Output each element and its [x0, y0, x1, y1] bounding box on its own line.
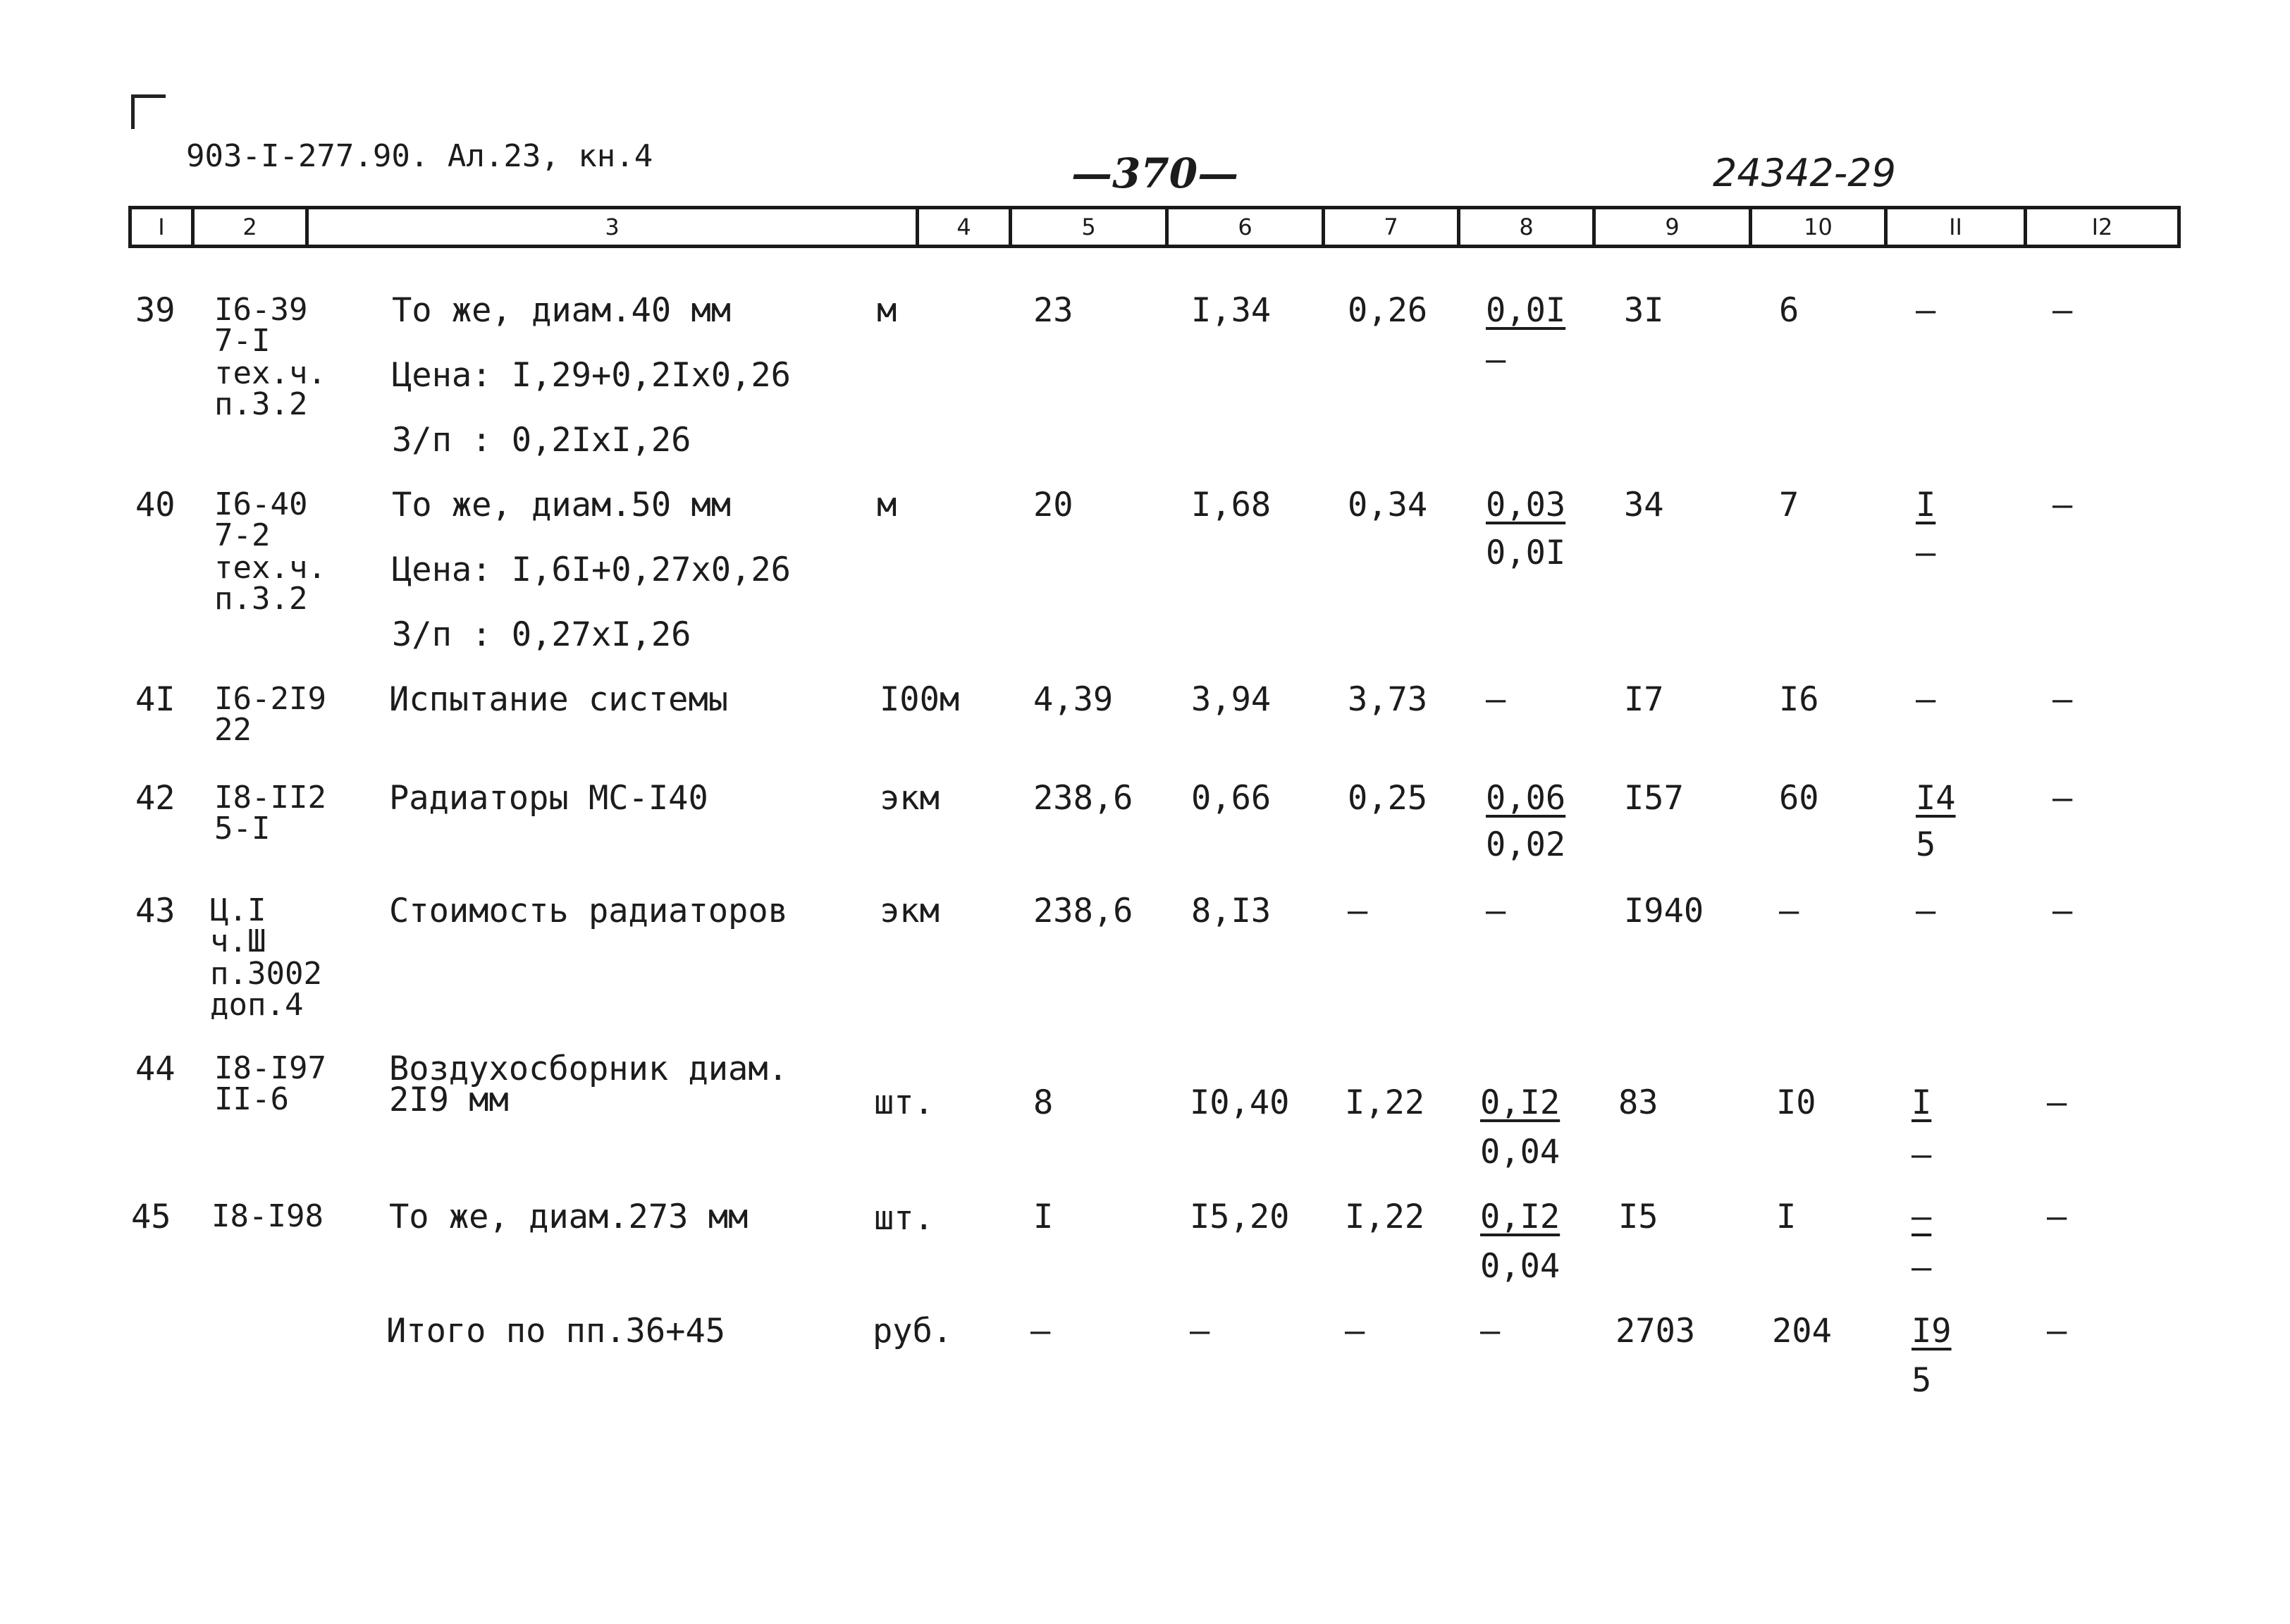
- cell-col11-bottom: –: [1916, 534, 1936, 572]
- cell-col8-top: 0,I2: [1480, 1198, 1560, 1236]
- work-description: Воздухосборник диам.: [389, 1050, 788, 1088]
- unit: экм: [880, 779, 940, 818]
- cell-col9: I7: [1624, 680, 1664, 719]
- cell-col10: 204: [1772, 1312, 1832, 1351]
- cell-col8-bottom: 0,02: [1486, 825, 1566, 864]
- unit: руб.: [873, 1312, 953, 1351]
- cell-col7: 3,73: [1348, 680, 1428, 719]
- norm-code: п.3002: [210, 956, 322, 992]
- norm-code: I8-I98: [211, 1198, 324, 1234]
- column-header: 6: [1165, 209, 1322, 245]
- page-number: —370—: [1071, 149, 1239, 197]
- column-header: 7: [1322, 209, 1457, 245]
- cell-col8-bottom: 0,04: [1480, 1247, 1560, 1286]
- column-header: 3: [305, 209, 916, 245]
- cell-col11-top: I: [1916, 486, 1936, 524]
- quantity: –: [1030, 1312, 1051, 1351]
- cell-col7: –: [1348, 892, 1368, 930]
- quantity: 20: [1033, 486, 1073, 524]
- cell-col12: –: [2047, 1198, 2067, 1236]
- work-description: З/п : 0,2IxI,26: [392, 421, 691, 460]
- cell-col9: I5: [1618, 1198, 1658, 1236]
- cell-col8: –: [1486, 680, 1506, 719]
- quantity: 238,6: [1033, 779, 1133, 818]
- cell-col8-top: 0,03: [1486, 486, 1566, 524]
- column-header: I2: [2024, 209, 2177, 245]
- cell-col8-bottom: –: [1486, 340, 1506, 379]
- column-header: I: [158, 214, 165, 240]
- row-number: 44: [135, 1050, 176, 1088]
- cell-col10: I6: [1779, 680, 1819, 719]
- cell-col9: I57: [1624, 779, 1684, 818]
- norm-code: 22: [214, 712, 252, 748]
- quantity: 4,39: [1033, 680, 1114, 719]
- quantity: 8: [1033, 1083, 1054, 1122]
- cell-col8-top: 0,06: [1486, 779, 1566, 818]
- row-number: 42: [135, 779, 176, 818]
- total-label: Итого по пп.36+45: [386, 1312, 726, 1351]
- norm-code: I8-I97: [214, 1050, 326, 1086]
- work-description: 2I9 мм: [389, 1081, 509, 1119]
- column-header: 4: [916, 209, 1009, 245]
- cell-col10: I: [1776, 1198, 1797, 1236]
- cell-col10: 7: [1779, 486, 1799, 524]
- cell-col6: 0,66: [1191, 779, 1272, 818]
- cell-col10: 6: [1779, 291, 1799, 330]
- cell-col8-top: 0,I2: [1480, 1083, 1560, 1122]
- cell-col11-top: I9: [1912, 1312, 1952, 1351]
- row-number: 4I: [135, 680, 176, 719]
- cell-col12: –: [2052, 291, 2073, 330]
- unit: экм: [880, 892, 940, 930]
- column-header-bar: [128, 206, 2181, 248]
- cell-col11-top: –: [1912, 1198, 1932, 1236]
- handwritten-code: 24342-29: [1713, 151, 1896, 195]
- column-header: 9: [1592, 209, 1749, 245]
- cell-col6: 3,94: [1191, 680, 1272, 719]
- cell-col9: 3I: [1624, 291, 1664, 330]
- unit: шт.: [874, 1083, 934, 1122]
- quantity: 23: [1033, 291, 1073, 330]
- cell-col12: –: [2052, 892, 2073, 930]
- norm-code: 7-2: [214, 517, 271, 553]
- cell-col11: –: [1916, 892, 1936, 930]
- norm-code: I6-39: [214, 292, 308, 328]
- cell-col7: I,22: [1345, 1198, 1425, 1236]
- cell-col6: 8,I3: [1191, 892, 1272, 930]
- cell-col8: –: [1480, 1312, 1501, 1351]
- work-description: То же, диам.50 мм: [392, 486, 732, 524]
- cell-col11-bottom: –: [1912, 1136, 1932, 1174]
- norm-code: ч.Ш: [210, 923, 266, 959]
- work-description: То же, диам.40 мм: [392, 291, 732, 330]
- cell-col10: I0: [1776, 1083, 1816, 1122]
- cell-col8: –: [1486, 892, 1506, 930]
- column-header: 8: [1457, 209, 1592, 245]
- doc-code: 903-I-277.90. Ал.23, кн.4: [186, 138, 653, 174]
- row-number: 39: [135, 291, 176, 330]
- cell-col12: –: [2047, 1083, 2067, 1122]
- cell-col7: 0,34: [1348, 486, 1428, 524]
- norm-code: тех.ч.: [214, 355, 326, 391]
- work-description: З/п : 0,27xI,26: [392, 615, 691, 654]
- norm-code: I6-40: [214, 486, 308, 522]
- column-header: 10: [1749, 209, 1884, 245]
- cell-col7: 0,25: [1348, 779, 1428, 818]
- cell-col6: I,34: [1191, 291, 1272, 330]
- norm-code: 5-I: [214, 811, 271, 847]
- cell-col6: –: [1190, 1312, 1210, 1351]
- cell-col9: 83: [1618, 1083, 1658, 1122]
- work-description: Стоимость радиаторов: [389, 892, 788, 930]
- cell-col11-top: I: [1912, 1083, 1932, 1122]
- column-header: II: [1884, 209, 2024, 245]
- cell-col12: –: [2052, 680, 2073, 719]
- norm-code: п.3.2: [214, 581, 308, 617]
- unit: I00м: [880, 680, 960, 719]
- unit: м: [877, 486, 897, 524]
- quantity: 238,6: [1033, 892, 1133, 930]
- norm-code: I8-II2: [214, 780, 326, 816]
- cell-col9: I940: [1624, 892, 1704, 930]
- cell-col12: –: [2052, 486, 2073, 524]
- cell-col9: 2703: [1615, 1312, 1696, 1351]
- cell-col12: –: [2047, 1312, 2067, 1351]
- unit: шт.: [874, 1199, 934, 1238]
- cell-col11: –: [1916, 680, 1936, 719]
- norm-code: Ц.I: [210, 892, 266, 928]
- row-number: 40: [135, 486, 176, 524]
- norm-code: 7-I: [214, 323, 271, 359]
- cell-col10: –: [1779, 892, 1799, 930]
- cell-col6: I0,40: [1190, 1083, 1290, 1122]
- work-description: То же, диам.273 мм: [389, 1198, 749, 1236]
- cell-col6: I5,20: [1190, 1198, 1290, 1236]
- row-number: 45: [131, 1198, 171, 1236]
- column-header: 5: [1009, 209, 1165, 245]
- cell-col12: –: [2052, 779, 2073, 818]
- cell-col8-bottom: 0,04: [1480, 1133, 1560, 1171]
- norm-code: II-6: [214, 1081, 289, 1117]
- cell-col11-bottom: 5: [1912, 1361, 1932, 1400]
- quantity: I: [1033, 1198, 1054, 1236]
- work-description: Радиаторы МС-I40: [389, 779, 708, 818]
- norm-code: доп.4: [210, 987, 304, 1023]
- cell-col8-top: 0,0I: [1486, 291, 1566, 330]
- cell-col8-bottom: 0,0I: [1486, 534, 1566, 572]
- cell-col9: 34: [1624, 486, 1664, 524]
- cell-col7: –: [1345, 1312, 1365, 1351]
- column-header: 2: [191, 209, 305, 245]
- cell-col11-bottom: 5: [1916, 825, 1936, 864]
- cell-col11-top: I4: [1916, 779, 1956, 818]
- cell-col6: I,68: [1191, 486, 1272, 524]
- cell-col11-bottom: –: [1912, 1248, 1932, 1287]
- cell-col11: –: [1916, 291, 1936, 330]
- norm-code: I6-2I9: [214, 681, 326, 717]
- cell-col10: 60: [1779, 779, 1819, 818]
- cell-col7: I,22: [1345, 1083, 1425, 1122]
- row-number: 43: [135, 892, 176, 930]
- corner-mark: [131, 94, 166, 129]
- work-description: Цена: I,6I+0,27x0,26: [392, 550, 791, 589]
- work-description: Испытание системы: [389, 680, 729, 719]
- unit: м: [877, 291, 897, 330]
- cell-col7: 0,26: [1348, 291, 1428, 330]
- norm-code: тех.ч.: [214, 550, 326, 586]
- work-description: Цена: I,29+0,2Ix0,26: [392, 356, 791, 395]
- norm-code: п.3.2: [214, 386, 308, 422]
